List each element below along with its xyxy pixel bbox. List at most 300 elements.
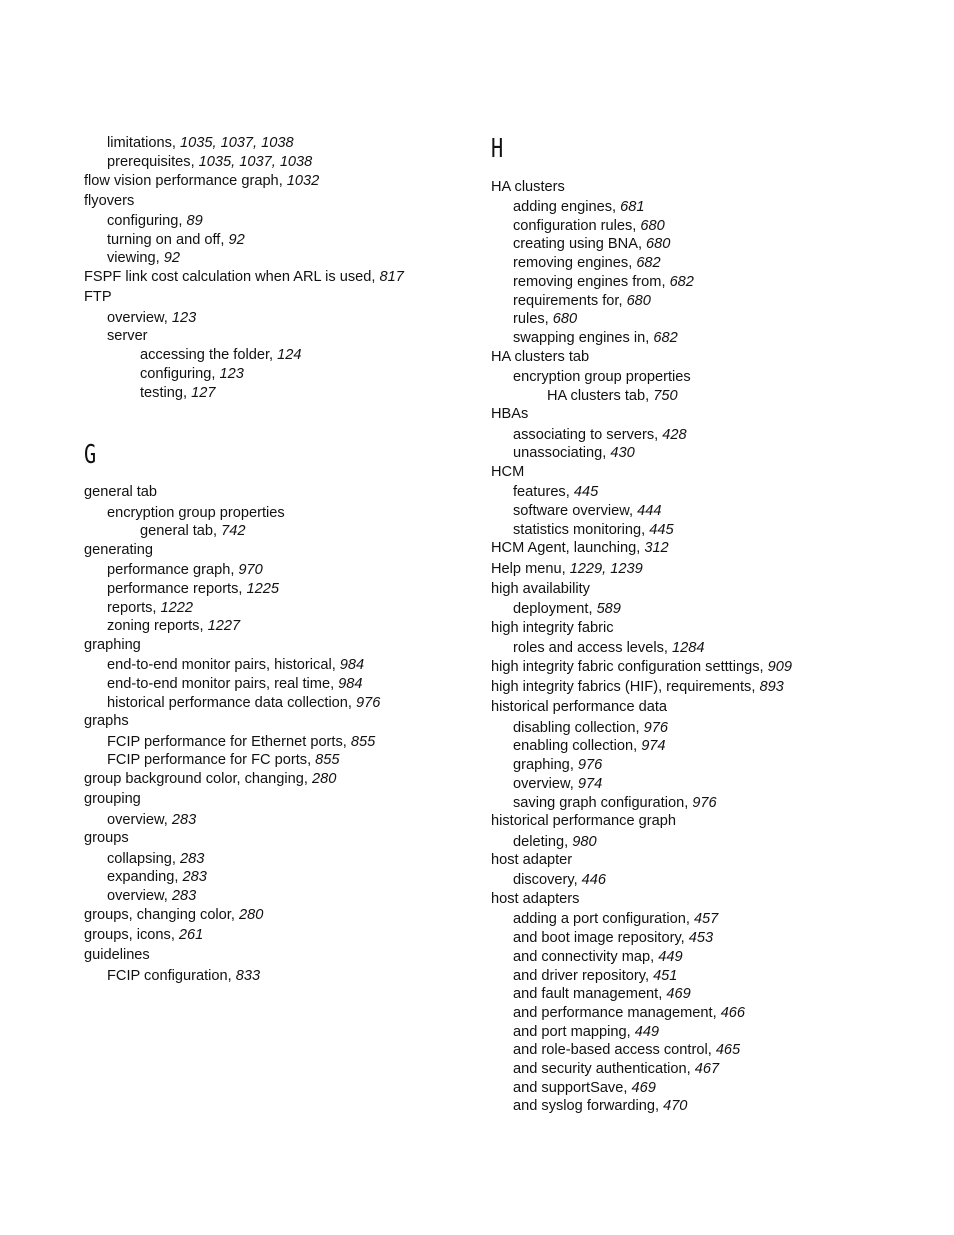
index-separator: , bbox=[626, 1024, 635, 1040]
index-page-ref: 1035, 1037, 1038 bbox=[180, 135, 294, 151]
index-page-ref: 123 bbox=[219, 366, 244, 382]
index-page-ref: 469 bbox=[666, 986, 691, 1002]
index-entry bbox=[107, 249, 180, 267]
index-term: software overview bbox=[513, 503, 629, 519]
index-entry bbox=[491, 560, 643, 578]
index-entry bbox=[513, 871, 606, 889]
index-entry bbox=[84, 541, 153, 559]
index-entry bbox=[84, 906, 263, 924]
index-separator: , bbox=[307, 752, 316, 768]
index-separator: , bbox=[641, 522, 650, 538]
index-page-ref: 467 bbox=[694, 1061, 720, 1077]
index-separator: , bbox=[686, 1061, 695, 1077]
index-term: HA clusters tab bbox=[491, 349, 590, 365]
index-separator: , bbox=[155, 250, 164, 266]
index-separator: , bbox=[658, 986, 667, 1002]
index-entry bbox=[513, 910, 718, 928]
index-term: deployment bbox=[513, 601, 589, 617]
index-term: and role-based access control bbox=[513, 1042, 708, 1058]
index-term: rules bbox=[513, 311, 545, 327]
index-entry bbox=[107, 811, 196, 829]
index-page-ref: 445 bbox=[573, 484, 599, 500]
index-entry bbox=[513, 502, 661, 520]
index-term: configuration rules bbox=[513, 218, 633, 234]
index-entry bbox=[513, 292, 651, 310]
index-separator: , bbox=[211, 366, 220, 382]
index-entry bbox=[491, 178, 565, 196]
index-separator: , bbox=[163, 812, 172, 828]
index-page-ref: 974 bbox=[577, 776, 603, 792]
index-term: and port mapping bbox=[513, 1024, 627, 1040]
index-separator: , bbox=[751, 679, 760, 695]
index-page-ref: 589 bbox=[596, 601, 621, 617]
index-separator: , bbox=[569, 776, 578, 792]
index-entry bbox=[513, 737, 666, 755]
index-page-ref: 1035, 1037, 1038 bbox=[198, 154, 313, 170]
index-separator: , bbox=[269, 347, 278, 363]
index-page-ref: 970 bbox=[238, 562, 263, 578]
index-entry bbox=[513, 310, 577, 328]
index-page-ref: 682 bbox=[636, 255, 661, 271]
index-page-ref: 123 bbox=[171, 310, 197, 326]
index-page-ref: 909 bbox=[767, 659, 792, 675]
index-term: accessing the folder bbox=[140, 347, 269, 363]
index-page-ref: 283 bbox=[182, 869, 207, 885]
index-page-ref: 974 bbox=[641, 738, 666, 754]
index-term: viewing bbox=[107, 250, 156, 266]
index-entry bbox=[107, 504, 285, 522]
index-separator: , bbox=[230, 562, 239, 578]
index-term: associating to servers bbox=[513, 427, 655, 443]
index-term: Help menu bbox=[491, 561, 562, 577]
index-entry bbox=[513, 794, 717, 812]
index-page-ref: 457 bbox=[693, 911, 719, 927]
index-term: graphing bbox=[84, 637, 141, 653]
index-entry bbox=[107, 231, 245, 249]
index-separator: , bbox=[685, 911, 694, 927]
index-term: requirements for bbox=[513, 293, 619, 309]
index-entry bbox=[513, 967, 677, 985]
index-term: HA clusters bbox=[491, 179, 565, 195]
index-separator: , bbox=[612, 199, 621, 215]
index-separator: , bbox=[170, 927, 179, 943]
index-page-ref: 444 bbox=[637, 503, 662, 519]
index-entry bbox=[491, 698, 667, 716]
index-term: host adapters bbox=[491, 891, 580, 907]
index-term: HA clusters tab bbox=[547, 388, 646, 404]
index-term: encryption group properties bbox=[513, 369, 691, 385]
index-entry bbox=[107, 599, 193, 617]
index-term: turning on and off bbox=[107, 232, 221, 248]
index-page-ref: 680 bbox=[640, 218, 665, 234]
index-separator: , bbox=[635, 720, 644, 736]
index-term: generating bbox=[84, 542, 153, 558]
index-term: performance graph bbox=[107, 562, 231, 578]
index-separator: , bbox=[632, 218, 641, 234]
index-page-ref: 682 bbox=[653, 330, 678, 346]
index-entry bbox=[513, 719, 668, 737]
index-term: enabling collection bbox=[513, 738, 634, 754]
index-page-ref: 283 bbox=[180, 851, 205, 867]
index-separator: , bbox=[569, 757, 578, 773]
index-entry bbox=[107, 967, 260, 985]
index-term: graphing bbox=[513, 757, 570, 773]
index-page-ref: 446 bbox=[581, 872, 607, 888]
index-entry bbox=[491, 658, 792, 676]
index-term: high integrity fabric configuration setttings bbox=[491, 659, 760, 675]
index-separator: , bbox=[238, 581, 247, 597]
index-entry bbox=[513, 217, 665, 235]
index-term: FSPF link cost calculation when ARL is used bbox=[84, 269, 372, 285]
index-page-ref: 817 bbox=[379, 269, 404, 285]
index-page-ref: 976 bbox=[692, 795, 717, 811]
index-separator: , bbox=[171, 135, 180, 151]
index-term: performance reports bbox=[107, 581, 239, 597]
index-term: disabling collection bbox=[513, 720, 636, 736]
index-separator: , bbox=[644, 968, 654, 984]
index-separator: , bbox=[163, 310, 172, 326]
index-separator: , bbox=[230, 907, 239, 923]
index-term: adding a port configuration bbox=[513, 911, 686, 927]
index-entry bbox=[107, 212, 203, 230]
index-term: FCIP performance for FC ports bbox=[107, 752, 308, 768]
index-separator: , bbox=[684, 795, 693, 811]
index-term: limitations bbox=[107, 135, 172, 151]
index-entry bbox=[491, 348, 589, 366]
index-page-ref: 449 bbox=[634, 1024, 660, 1040]
index-page-ref: 984 bbox=[339, 657, 365, 673]
index-separator: , bbox=[199, 618, 208, 634]
index-separator: , bbox=[661, 274, 670, 290]
index-entry bbox=[84, 926, 203, 944]
index-page-ref: 470 bbox=[663, 1098, 688, 1114]
index-entry bbox=[107, 656, 364, 674]
index-entry bbox=[513, 600, 621, 618]
index-entry bbox=[513, 235, 670, 253]
index-term: configuring bbox=[107, 213, 179, 229]
index-entry bbox=[107, 850, 204, 868]
section-heading-g: G bbox=[84, 440, 97, 470]
index-entry bbox=[513, 1041, 740, 1059]
index-term: HBAs bbox=[491, 406, 529, 422]
index-term: overview bbox=[107, 888, 164, 904]
index-page-ref: 445 bbox=[649, 522, 674, 538]
index-page-ref: 283 bbox=[171, 812, 197, 828]
index-entry bbox=[513, 1079, 656, 1097]
index-entry bbox=[84, 712, 129, 730]
index-page-ref: 1225 bbox=[246, 581, 279, 597]
index-term: discovery bbox=[513, 872, 574, 888]
index-term: removing engines bbox=[513, 255, 629, 271]
index-term: end-to-end monitor pairs, real time bbox=[107, 676, 331, 692]
index-term: reports bbox=[107, 600, 153, 616]
index-page-ref: 742 bbox=[221, 523, 246, 539]
index-page-ref: 976 bbox=[356, 695, 381, 711]
index-term: and driver repository bbox=[513, 968, 645, 984]
index-separator: , bbox=[561, 561, 570, 577]
index-term: removing engines from bbox=[513, 274, 662, 290]
index-page-ref: 680 bbox=[646, 236, 671, 252]
index-page-ref: 127 bbox=[191, 385, 216, 401]
index-separator: , bbox=[220, 232, 229, 248]
index-separator: , bbox=[650, 949, 659, 965]
index-page-ref: 750 bbox=[653, 388, 678, 404]
index-entry bbox=[513, 444, 635, 462]
index-term: general tab bbox=[84, 484, 158, 500]
index-page-ref: 1284 bbox=[672, 640, 705, 656]
index-separator: , bbox=[342, 734, 351, 750]
index-entry bbox=[107, 887, 196, 905]
index-page-ref: 681 bbox=[620, 199, 645, 215]
index-term: historical performance data collection bbox=[107, 695, 348, 711]
index-entry bbox=[84, 636, 141, 654]
index-entry bbox=[491, 812, 676, 830]
index-entry bbox=[107, 153, 312, 171]
index-term: high availability bbox=[491, 581, 590, 597]
index-page-ref: 1229, 1239 bbox=[569, 561, 643, 577]
index-separator: , bbox=[707, 1042, 716, 1058]
index-term: group background color, changing bbox=[84, 771, 304, 787]
index-entry bbox=[513, 1023, 659, 1041]
index-page-ref: 680 bbox=[552, 311, 578, 327]
index-term: groups, changing color bbox=[84, 907, 231, 923]
index-term: historical performance data bbox=[491, 699, 668, 715]
index-term: testing bbox=[140, 385, 183, 401]
index-separator: , bbox=[712, 1005, 721, 1021]
index-page-ref: 280 bbox=[238, 907, 264, 923]
index-entry bbox=[107, 868, 207, 886]
index-term: FCIP configuration bbox=[107, 968, 228, 984]
index-term: guidelines bbox=[84, 947, 150, 963]
index-entry bbox=[140, 384, 215, 402]
index-entry bbox=[491, 890, 579, 908]
index-entry bbox=[107, 327, 148, 345]
index-term: overview bbox=[513, 776, 570, 792]
index-separator: , bbox=[178, 213, 187, 229]
index-term: and syslog forwarding bbox=[513, 1098, 655, 1114]
index-term: server bbox=[107, 328, 148, 344]
index-separator: , bbox=[565, 484, 574, 500]
index-separator: , bbox=[654, 1098, 664, 1114]
index-page-ref: 451 bbox=[653, 968, 678, 984]
index-term: statistics monitoring bbox=[513, 522, 642, 538]
index-page-ref: 833 bbox=[235, 968, 261, 984]
index-entry bbox=[513, 756, 602, 774]
index-term: and performance management bbox=[513, 1005, 713, 1021]
index-entry bbox=[547, 387, 678, 405]
index-entry bbox=[84, 172, 319, 190]
index-separator: , bbox=[645, 388, 654, 404]
index-separator: , bbox=[163, 888, 172, 904]
index-term: configuring bbox=[140, 366, 212, 382]
index-separator: , bbox=[371, 269, 380, 285]
index-page-ref: 92 bbox=[163, 250, 181, 266]
index-term: high integrity fabrics (HIF), requirements bbox=[491, 679, 752, 695]
index-term: grouping bbox=[84, 791, 141, 807]
index-page-ref: 449 bbox=[658, 949, 683, 965]
index-separator: , bbox=[680, 930, 689, 946]
index-entry bbox=[107, 751, 340, 769]
index-term: expanding bbox=[107, 869, 175, 885]
index-term: flow vision performance graph bbox=[84, 173, 279, 189]
index-term: features bbox=[513, 484, 566, 500]
index-separator: , bbox=[171, 851, 181, 867]
index-separator: , bbox=[759, 659, 768, 675]
index-term: groups bbox=[84, 830, 129, 846]
index-separator: , bbox=[174, 869, 183, 885]
index-term: HCM bbox=[491, 464, 525, 480]
index-entry bbox=[107, 675, 363, 693]
index-term: saving graph configuration bbox=[513, 795, 685, 811]
index-term: end-to-end monitor pairs, historical bbox=[107, 657, 332, 673]
index-term: creating using BNA bbox=[513, 236, 638, 252]
index-separator: , bbox=[636, 540, 645, 556]
index-term: general tab bbox=[140, 523, 214, 539]
index-entry bbox=[84, 268, 404, 286]
index-term: swapping engines in bbox=[513, 330, 646, 346]
index-term: high integrity fabric bbox=[491, 620, 614, 636]
index-term: FTP bbox=[84, 289, 112, 305]
index-entry bbox=[513, 1060, 719, 1078]
index-entry bbox=[84, 483, 157, 501]
index-term: adding engines bbox=[513, 199, 612, 215]
index-term: flyovers bbox=[84, 193, 135, 209]
index-page-ref: 89 bbox=[186, 213, 203, 229]
index-separator: , bbox=[347, 695, 357, 711]
index-term: deleting bbox=[513, 834, 565, 850]
index-entry bbox=[491, 405, 528, 423]
index-separator: , bbox=[602, 445, 611, 461]
index-entry bbox=[513, 985, 691, 1003]
index-entry bbox=[513, 273, 694, 291]
index-entry bbox=[107, 733, 375, 751]
index-separator: , bbox=[190, 154, 199, 170]
index-entry bbox=[513, 775, 602, 793]
index-separator: , bbox=[588, 601, 597, 617]
index-page-ref: 680 bbox=[626, 293, 651, 309]
index-term: graphs bbox=[84, 713, 129, 729]
index-term: prerequisites bbox=[107, 154, 191, 170]
index-entry bbox=[513, 426, 687, 444]
index-entry bbox=[107, 561, 263, 579]
index-entry bbox=[140, 522, 246, 540]
index-separator: , bbox=[654, 427, 663, 443]
index-term: FCIP performance for Ethernet ports bbox=[107, 734, 343, 750]
index-page-ref: 976 bbox=[577, 757, 603, 773]
index-entry bbox=[513, 329, 678, 347]
index-page-ref: 430 bbox=[610, 445, 635, 461]
index-page-ref: 682 bbox=[669, 274, 694, 290]
index-entry bbox=[491, 851, 572, 869]
index-separator: , bbox=[331, 657, 340, 673]
index-term: and security authentication bbox=[513, 1061, 687, 1077]
index-term: and connectivity map bbox=[513, 949, 651, 965]
index-separator: , bbox=[618, 293, 627, 309]
index-term: and fault management bbox=[513, 986, 659, 1002]
index-separator: , bbox=[303, 771, 312, 787]
index-page-ref: 855 bbox=[315, 752, 340, 768]
index-term: overview bbox=[107, 310, 164, 326]
index-entry bbox=[491, 580, 590, 598]
index-entry bbox=[84, 946, 150, 964]
index-separator: , bbox=[637, 236, 647, 252]
index-separator: , bbox=[645, 330, 654, 346]
index-page-ref: 92 bbox=[228, 232, 245, 248]
index-entry bbox=[513, 1097, 687, 1115]
index-entry bbox=[513, 483, 598, 501]
index-entry bbox=[84, 829, 129, 847]
index-entry bbox=[491, 539, 669, 557]
index-term: and supportSave bbox=[513, 1080, 624, 1096]
index-entry bbox=[513, 368, 691, 386]
index-page-ref: 1222 bbox=[160, 600, 193, 616]
index-entry bbox=[107, 694, 380, 712]
index-separator: , bbox=[152, 600, 161, 616]
index-entry bbox=[84, 790, 141, 808]
index-entry bbox=[107, 134, 294, 152]
index-page-ref: 1227 bbox=[207, 618, 241, 634]
index-term: HCM Agent, launching bbox=[491, 540, 637, 556]
index-page-ref: 124 bbox=[277, 347, 302, 363]
index-entry bbox=[491, 678, 784, 696]
index-entry bbox=[491, 463, 524, 481]
index-term: unassociating bbox=[513, 445, 603, 461]
index-page-ref: 1032 bbox=[286, 173, 320, 189]
index-entry bbox=[107, 580, 279, 598]
index-term: overview bbox=[107, 812, 164, 828]
index-entry bbox=[140, 365, 244, 383]
index-page-ref: 453 bbox=[688, 930, 714, 946]
index-page-ref: 312 bbox=[644, 540, 669, 556]
index-entry bbox=[140, 346, 301, 364]
index-entry bbox=[107, 309, 196, 327]
index-term: historical performance graph bbox=[491, 813, 676, 829]
index-page-ref: 283 bbox=[171, 888, 197, 904]
index-page-ref: 280 bbox=[312, 771, 337, 787]
index-separator: , bbox=[623, 1080, 632, 1096]
index-entry bbox=[513, 948, 683, 966]
index-separator: , bbox=[573, 872, 582, 888]
index-page-ref: 984 bbox=[338, 676, 363, 692]
index-separator: , bbox=[278, 173, 287, 189]
index-separator: , bbox=[227, 968, 236, 984]
index-separator: , bbox=[213, 523, 222, 539]
index-entry bbox=[513, 254, 661, 272]
index-page-ref: 466 bbox=[720, 1005, 746, 1021]
index-entry bbox=[513, 521, 674, 539]
index-page-ref: 428 bbox=[662, 427, 687, 443]
index-page-ref: 855 bbox=[350, 734, 376, 750]
index-page-ref: 980 bbox=[572, 834, 597, 850]
index-entry bbox=[107, 617, 240, 635]
index-entry bbox=[513, 929, 713, 947]
index-term: collapsing bbox=[107, 851, 172, 867]
index-page-ref: 976 bbox=[643, 720, 668, 736]
index-separator: , bbox=[628, 255, 637, 271]
index-entry bbox=[491, 619, 614, 637]
index-term: groups, icons bbox=[84, 927, 171, 943]
index-separator: , bbox=[629, 503, 638, 519]
index-entry bbox=[513, 1004, 745, 1022]
index-entry bbox=[84, 192, 134, 210]
index-separator: , bbox=[633, 738, 642, 754]
index-page-ref: 893 bbox=[759, 679, 784, 695]
index-separator: , bbox=[183, 385, 192, 401]
index-entry bbox=[513, 833, 597, 851]
index-entry bbox=[84, 288, 112, 306]
index-page-ref: 261 bbox=[178, 927, 204, 943]
index-entry bbox=[513, 198, 644, 216]
